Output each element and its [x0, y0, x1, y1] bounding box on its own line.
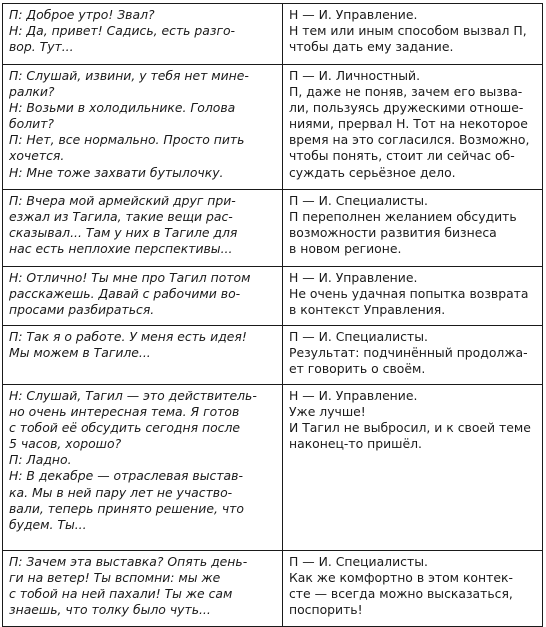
dialogue-line: П: Вчера мой армейский друг при- — [9, 193, 236, 208]
analysis-line: П — И. Специалисты. — [289, 329, 428, 344]
analysis-line: наконец-то пришёл. — [289, 436, 422, 452]
analysis-cell — [283, 65, 543, 190]
dialogue-line: расскажешь. Давай с рабочими во- — [9, 286, 241, 302]
dialogue-line: П: Слушай, извини, у тебя нет мине- — [9, 68, 249, 83]
dialogue-line: П: Так я о работе. У меня есть идея! — [9, 329, 247, 344]
dialogue-cell — [3, 4, 283, 65]
table-row — [3, 190, 543, 267]
dialogue-line: ка. Мы в ней пару лет не участво- — [9, 484, 233, 500]
analysis-line: Н тем или иным способом вызвал П, — [289, 23, 527, 39]
analysis-line: ли, пользуясь дружескими отноше- — [289, 100, 524, 116]
analysis-line: П — И. Специалисты. — [289, 193, 428, 208]
dialogue-line: Мы можем в Тагиле... — [9, 345, 151, 361]
dialogue-cell — [3, 551, 283, 627]
analysis-line: суждать серьёзное дело. — [289, 164, 456, 180]
table-row — [3, 551, 543, 627]
analysis-line: чтобы дать ему задание. — [289, 39, 454, 55]
analysis-line: возможности развития бизнеса — [289, 225, 497, 241]
dialogue-line: Н: Слушай, Тагил — это действитель- — [9, 388, 257, 403]
analysis-line: П переполнен желанием обсудить — [289, 209, 517, 225]
analysis-line: Н — И. Управление. — [289, 270, 418, 285]
dialogue-line: вор. Тут... — [9, 39, 74, 55]
analysis-line: И Тагил не выбросил, и к своей теме — [289, 420, 531, 436]
dialogue-line: Н: Отлично! Ты мне про Тагил потом — [9, 270, 251, 285]
dialogue-line: Н: Да, привет! Садись, есть разго- — [9, 23, 236, 39]
dialogue-line: ралки? — [9, 84, 55, 100]
dialogue-line: П: Зачем эта выставка? Опять день- — [9, 554, 248, 569]
analysis-cell — [283, 385, 543, 551]
dialogue-line: П: Нет, все нормально. Просто пить — [9, 132, 245, 148]
dialogue-line: 5 часов, хорошо? — [9, 436, 122, 452]
analysis-line: П — И. Личностный. — [289, 68, 421, 83]
dialogue-line: хочется. — [9, 148, 65, 164]
dialogue-line: езжал из Тагила, такие вещи рас- — [9, 209, 233, 225]
analysis-cell — [283, 4, 543, 65]
analysis-cell — [283, 190, 543, 267]
analysis-line: сте — всегда можно высказаться, — [289, 586, 513, 602]
dialogue-cell — [3, 385, 283, 551]
analysis-line: Результат: подчинённый продолжа- — [289, 345, 528, 361]
dialogue-line: болит? — [9, 116, 54, 132]
dialogue-line: просами разбираться. — [9, 302, 155, 318]
dialogue-line: но очень интересная тема. Я готов — [9, 404, 240, 420]
dialogue-line: Н: В декабре — отраслевая выстав- — [9, 468, 243, 484]
analysis-line: поспорить! — [289, 602, 363, 618]
dialogue-analysis-table — [2, 3, 543, 627]
analysis-line: Как же комфортно в этом контек- — [289, 570, 513, 586]
analysis-line: в контекст Управления. — [289, 302, 446, 318]
dialogue-line: ги на ветер! Ты вспомни: мы же — [9, 570, 221, 586]
table-row — [3, 326, 543, 385]
analysis-line: П, даже не поняв, зачем его вызва- — [289, 84, 523, 100]
dialogue-line: П: Ладно. — [9, 452, 72, 468]
dialogue-cell — [3, 267, 283, 326]
table-row — [3, 267, 543, 326]
table-row — [3, 385, 543, 551]
table-row — [3, 4, 543, 65]
analysis-line: Н — И. Управление. — [289, 7, 418, 22]
analysis-line: чтобы понять, стоит ли сейчас об- — [289, 148, 515, 164]
dialogue-line: сказывал... Там у них в Тагиле для — [9, 225, 238, 241]
dialogue-cell — [3, 326, 283, 385]
analysis-cell — [283, 326, 543, 385]
dialogue-line: будем. Ты... — [9, 516, 87, 532]
analysis-line: ет говорить о своём. — [289, 361, 426, 377]
analysis-cell — [283, 267, 543, 326]
analysis-line: Не очень удачная попытка возврата — [289, 286, 529, 302]
dialogue-line: с тобой на ней пахали! Ты же сам — [9, 586, 233, 602]
dialogue-cell — [3, 65, 283, 190]
dialogue-line: нас есть неплохие перспективы... — [9, 241, 233, 257]
analysis-cell — [283, 551, 543, 627]
dialogue-line: знаешь, что толку было чуть... — [9, 602, 211, 618]
dialogue-line: Н: Мне тоже захвати бутылочку. — [9, 164, 224, 180]
dialogue-cell — [3, 190, 283, 267]
table-row — [3, 65, 543, 190]
dialogue-line: П: Доброе утро! Звал? — [9, 7, 155, 22]
analysis-line: Уже лучше! — [289, 404, 366, 420]
analysis-line: Н — И. Управление. — [289, 388, 418, 403]
dialogue-line: Н: Возьми в холодильнике. Голова — [9, 100, 236, 116]
dialogue-line: с тобой её обсудить сегодня после — [9, 420, 241, 436]
analysis-line: П — И. Специалисты. — [289, 554, 428, 569]
analysis-line: ниями, прервал Н. Тот на некоторое — [289, 116, 528, 132]
analysis-line: в новом регионе. — [289, 241, 402, 257]
analysis-line: время на это согласился. Возможно, — [289, 132, 530, 148]
dialogue-line: вали, теперь принято решение, что — [9, 500, 244, 516]
